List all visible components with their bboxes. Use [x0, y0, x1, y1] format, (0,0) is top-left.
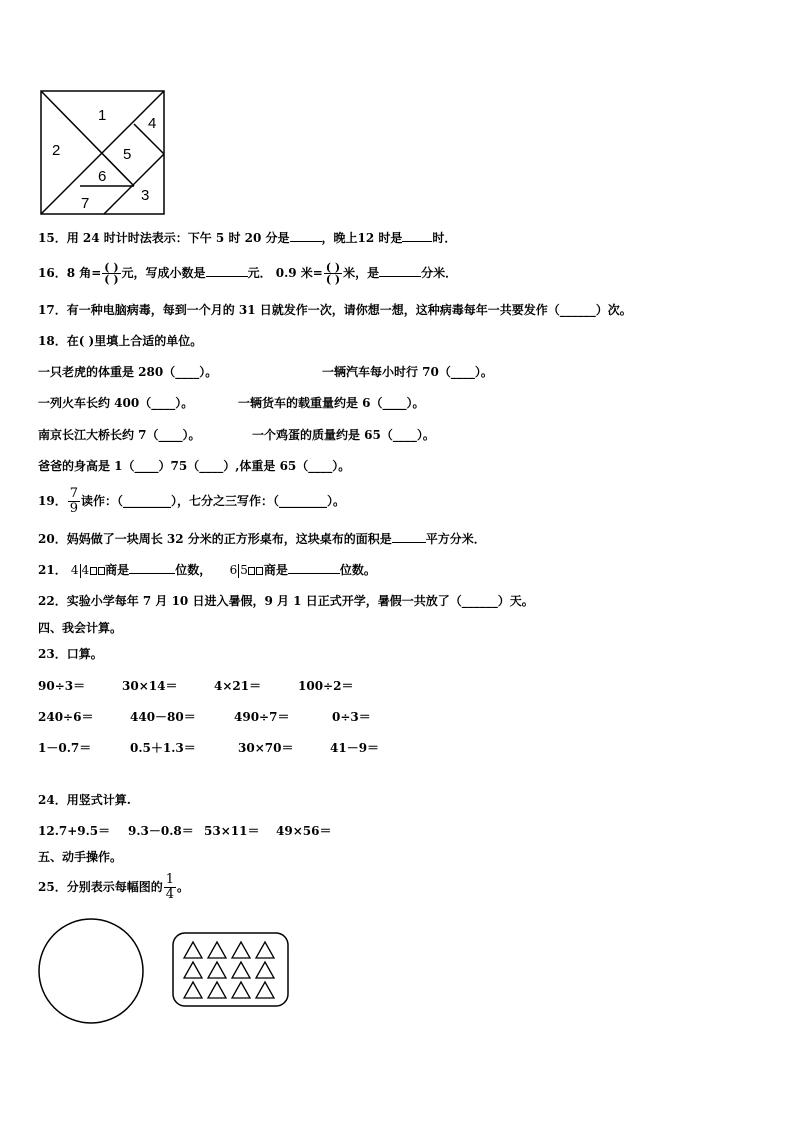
question-18-row: 一辆货车的载重量约是 6（____）。: [238, 396, 425, 410]
fraction: $\frac{1}{4}$: [165, 872, 174, 902]
tangram-figure: [40, 90, 166, 216]
answer-blank[interactable]: [379, 276, 421, 277]
tangram-label-1: 1: [98, 107, 107, 124]
tangram-label-6: 6: [98, 168, 107, 185]
answer-blank[interactable]: [392, 542, 426, 543]
answer-blank[interactable]: [288, 573, 340, 574]
question-17: 17．有一种电脑病毒，每到一个月的 31 日就发作一次，请你想一想，这种病毒每年一共要发作（______）次。: [38, 303, 632, 317]
oral-item: 0÷3＝: [332, 710, 371, 724]
question-18-row: 爸爸的身高是 1（____）75（____）,体重是 65（____）。: [38, 459, 351, 473]
question-18-row: 一列火车长约 400（____）。: [38, 396, 194, 410]
triangle-shape[interactable]: [232, 942, 250, 958]
divisor: 6: [229, 563, 238, 577]
question-21: 21． 4 4 商是 位数， 6 5 商是 位数。: [38, 563, 376, 577]
question-20: 20．妈妈做了一块周长 32 分米的正方形桌布，这块桌布的面积是 平方分米．: [38, 532, 486, 546]
section-4-heading: 四、我会计算。: [38, 621, 123, 635]
triangle-shape[interactable]: [256, 942, 274, 958]
section-5-heading: 五、动手操作。: [38, 850, 123, 864]
triangle-shape[interactable]: [232, 962, 250, 978]
oral-item: 100÷2＝: [298, 679, 354, 693]
dividend: 5: [240, 563, 248, 577]
question-18-row: 一只老虎的体重是 280（____）。: [38, 365, 218, 379]
vertical-calc-item: 12.7+9.5＝: [38, 824, 111, 838]
triangle-shape[interactable]: [208, 962, 226, 978]
vertical-calc-item: 49×56＝: [276, 824, 332, 838]
oral-item: 440－80＝: [130, 710, 196, 724]
triangle-shape[interactable]: [208, 942, 226, 958]
question-18-row: 一辆汽车每小时行 70（____）。: [322, 365, 493, 379]
answer-blank[interactable]: [129, 573, 175, 574]
tangram-label-5: 5: [123, 146, 132, 163]
triangle-shape[interactable]: [208, 982, 226, 998]
tangram-label-4: 4: [148, 115, 157, 132]
answer-blank[interactable]: [206, 276, 248, 277]
question-18-title: 18．在( )里填上合适的单位。: [38, 334, 203, 348]
answer-blank[interactable]: [290, 241, 322, 242]
oral-item: 0.5＋1.3＝: [130, 741, 196, 755]
question-15: 15．用 24 时计时法表示：下午 5 时 20 分是 ，晚上12 时是 时．: [38, 231, 457, 245]
oral-item: 240÷6＝: [38, 710, 94, 724]
triangle-shape[interactable]: [256, 962, 274, 978]
circle-shape[interactable]: [37, 917, 147, 1025]
question-23-title: 23．口算。: [38, 647, 103, 661]
question-18-row: 一个鸡蛋的质量约是 65（____）。: [252, 428, 435, 442]
oral-item: 41－9＝: [330, 741, 380, 755]
tangram-label-3: 3: [141, 187, 150, 204]
tangram-label-7: 7: [81, 195, 90, 212]
oral-item: 90÷3＝: [38, 679, 86, 693]
triangle-shape[interactable]: [184, 962, 202, 978]
fraction: $\frac{( )}{( )}$: [104, 261, 119, 286]
triangle-shape[interactable]: [184, 942, 202, 958]
triangles-box[interactable]: [172, 932, 290, 1008]
answer-blank[interactable]: [402, 241, 432, 242]
oral-item: 30×14＝: [122, 679, 178, 693]
fraction: $\frac{7}{9}$: [69, 486, 78, 516]
triangle-shape[interactable]: [232, 982, 250, 998]
vertical-calc-item: 53×11＝: [204, 824, 260, 838]
dividend: 4: [81, 563, 90, 577]
fraction: $\frac{( )}{( )}$: [325, 261, 341, 286]
triangle-shape[interactable]: [184, 982, 202, 998]
question-25: 25．分别表示每幅图的 $\frac{1}{4}$ 。: [38, 872, 190, 902]
question-24-title: 24．用竖式计算.: [38, 793, 131, 807]
question-19: 19． $\frac{7}{9}$ 读作：（________），七分之三写作：（________）。: [38, 486, 345, 516]
oral-item: 4×21＝: [214, 679, 262, 693]
vertical-calc-item: 9.3－0.8＝: [128, 824, 194, 838]
question-22: 22．实验小学每年 7 月 10 日进入暑假，9 月 1 日正式开学，暑假一共放了（______）天。: [38, 594, 534, 608]
divisor: 4: [70, 563, 79, 577]
question-18-row: 南京长江大桥长约 7（____）。: [38, 428, 201, 442]
triangle-shape[interactable]: [256, 982, 274, 998]
oral-item: 1－0.7＝: [38, 741, 92, 755]
question-16: 16．8 角= $\frac{( )}{( )}$ 元，写成小数是 元． 0.9 米= $\frac{( )}{( )}$ 米，是 分米．: [38, 261, 458, 286]
tangram-label-2: 2: [52, 142, 61, 159]
oral-item: 490÷7＝: [234, 710, 290, 724]
oral-item: 30×70＝: [238, 741, 294, 755]
